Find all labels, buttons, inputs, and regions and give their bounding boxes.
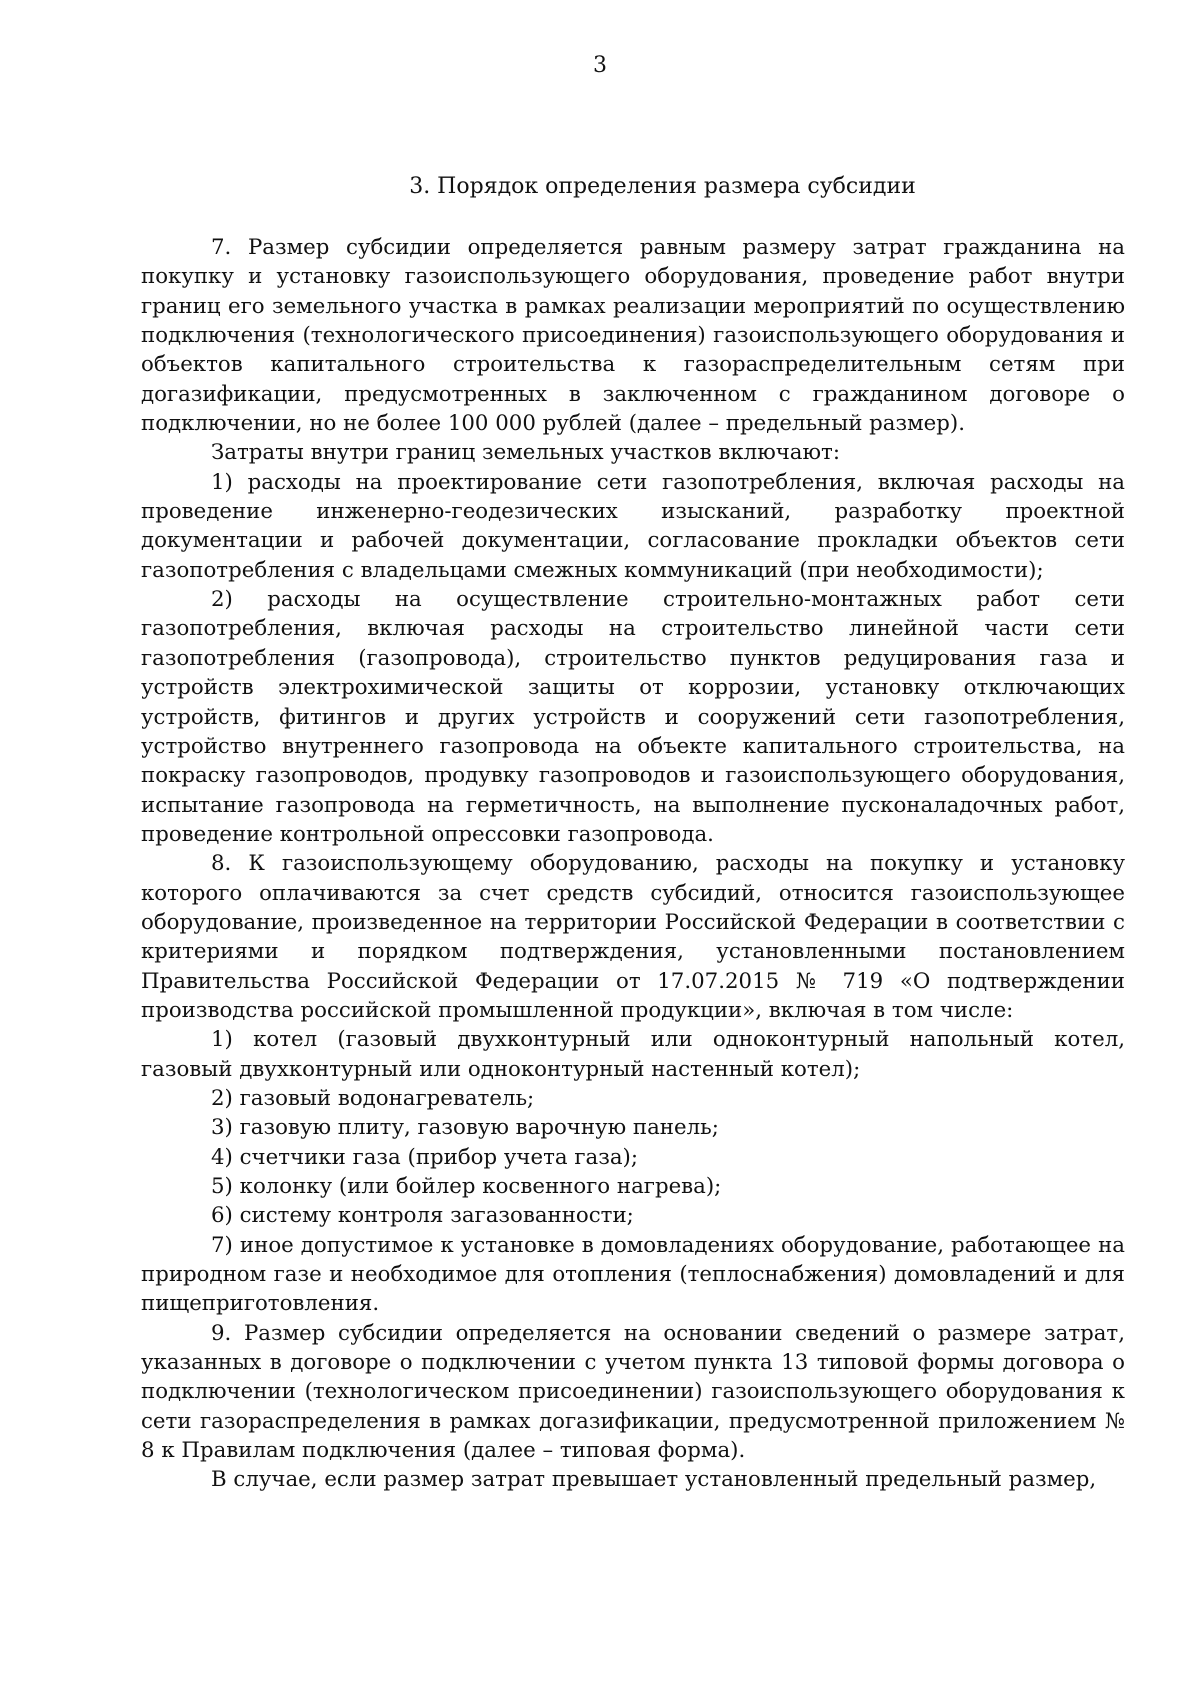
paragraph-8: 8. К газоиспользующему оборудованию, расходы на покупку и установку которого оплачиваются за счет средств субсидий, относится газоиспользующее оборудование, произведенное на территории Российской Федерации в соответствии с критериями и порядком подтверждения, установленными постановлением Правительства Российской Федерации от 17.07.2015 № 719 «О подтверждении производства российской промышленной продукции», включая в том числе: xyxy=(141,851,1125,1023)
paragraph-costs-intro: Затраты внутри границ земельных участков включают: xyxy=(211,440,841,466)
equipment-item-2: 2) газовый водонагреватель; xyxy=(211,1085,535,1111)
paragraph-9: 9. Размер субсидии определяется на основании сведений о размере затрат, указанных в договоре о подключении с учетом пункта 13 типовой формы договора о подключении (технологическом присоединении) газоиспользующего оборудования к сети газораспределения в рамках догазификации, предусмотренной приложением № 8 к Правилам подключения (далее – типовая форма). xyxy=(141,1320,1125,1464)
paragraph-7: 7. Размер субсидии определяется равным размеру затрат гражданина на покупку и установку газоиспользующего оборудования, проведение работ внутри границ его земельного участка в рамках реализации мероприятий по осуществлению подключения (технологического присоединения) газоиспользующего оборудования и объектов капитального строительства к газораспределительным сетям при догазификации, предусмотренных в заключенном с гражданином договоре о подключении, но не более 100 000 рублей (далее – предельный размер). xyxy=(141,235,1125,437)
equipment-item-3: 3) газовую плиту, газовую варочную панель; xyxy=(211,1115,719,1141)
document-body xyxy=(141,233,1125,1495)
paragraph-costs-item-1: 1) расходы на проектирование сети газопотребления, включая расходы на проведение инженерно-геодезических изысканий, разработку проектной документации и рабочей документации, согласование прокладки объектов сети газопотребления с владельцами смежных коммуникаций (при необходимости); xyxy=(141,469,1125,583)
page-number: 3 xyxy=(593,53,607,78)
section-title: 3. Порядок определения размера субсидии xyxy=(409,174,916,199)
equipment-item-5: 5) колонку (или бойлер косвенного нагрева); xyxy=(211,1174,722,1199)
equipment-item-1: 1) котел (газовый двухконтурный или одноконтурный напольный котел, газовый двухконтурный или одноконтурный настенный котел); xyxy=(141,1027,1125,1082)
paragraph-excess-case: В случае, если размер затрат превышает установленный предельный размер, xyxy=(211,1467,1097,1493)
equipment-item-7: 7) иное допустимое к установке в домовладениях оборудование, работающее на природном газе и необходимое для отопления (теплоснабжения) домовладений и для пищеприготовления. xyxy=(141,1232,1125,1317)
equipment-item-6: 6) систему контроля загазованности; xyxy=(211,1203,634,1229)
paragraph-costs-item-2: 2) расходы на осуществление строительно-монтажных работ сети газопотребления, включая расходы на строительство линейной части сети газопотребления (газопровода), строительство пунктов редуцирования газа и устройств электрохимической защиты от коррозии, установку отключающих устройств, фитингов и других устройств и сооружений сети газопотребления, устройство внутреннего газопровода на объекте капитального строительства, на покраску газопроводов, продувку газопроводов и газоиспользующего оборудования, испытание газопровода на герметичность, на выполнение пусконаладочных работ, проведение контрольной опрессовки газопровода. xyxy=(141,587,1125,847)
equipment-item-4: 4) счетчики газа (прибор учета газа); xyxy=(211,1144,638,1170)
